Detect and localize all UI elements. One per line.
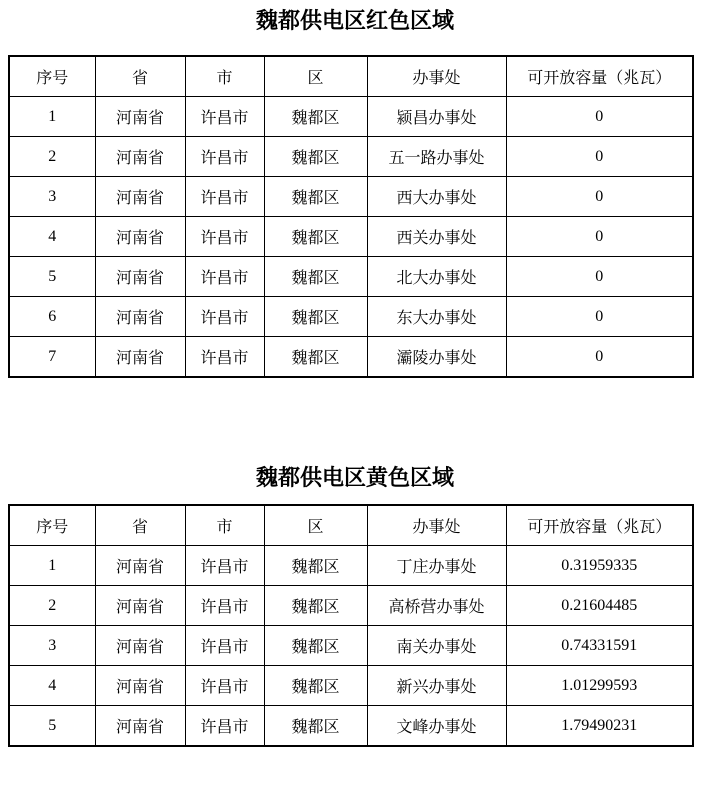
cell-office: 高桥营办事处 [367, 586, 506, 626]
table-row [9, 586, 693, 626]
header-district: 区 [264, 505, 367, 546]
cell-city: 许昌市 [185, 257, 264, 297]
header-office: 办事处 [367, 505, 506, 546]
cell-city: 许昌市 [185, 626, 264, 666]
cell-index: 1 [9, 97, 95, 137]
header-province: 省 [95, 505, 185, 546]
cell-capacity-mw: 0 [506, 337, 693, 378]
cell-index: 5 [9, 706, 95, 747]
cell-city: 许昌市 [185, 337, 264, 378]
red-zone-table [8, 55, 694, 378]
table-row [9, 217, 693, 257]
cell-index: 2 [9, 586, 95, 626]
cell-city: 许昌市 [185, 666, 264, 706]
cell-district: 魏都区 [264, 217, 367, 257]
cell-city: 许昌市 [185, 586, 264, 626]
cell-capacity-mw: 0 [506, 97, 693, 137]
cell-district: 魏都区 [264, 666, 367, 706]
yellow-zone-table [8, 504, 694, 747]
cell-index: 4 [9, 217, 95, 257]
cell-index: 7 [9, 337, 95, 378]
cell-capacity-mw: 0.31959335 [506, 546, 693, 586]
header-district: 区 [264, 56, 367, 97]
header-capacity-mw: 可开放容量（兆瓦） [506, 56, 693, 97]
cell-capacity-mw: 1.79490231 [506, 706, 693, 747]
cell-district: 魏都区 [264, 586, 367, 626]
cell-district: 魏都区 [264, 337, 367, 378]
cell-office: 颍昌办事处 [367, 97, 506, 137]
cell-district: 魏都区 [264, 137, 367, 177]
cell-capacity-mw: 0 [506, 177, 693, 217]
header-row [9, 505, 693, 546]
cell-index: 3 [9, 177, 95, 217]
cell-province: 河南省 [95, 337, 185, 378]
cell-district: 魏都区 [264, 626, 367, 666]
cell-district: 魏都区 [264, 97, 367, 137]
cell-index: 6 [9, 297, 95, 337]
cell-city: 许昌市 [185, 137, 264, 177]
cell-office: 西关办事处 [367, 217, 506, 257]
cell-province: 河南省 [95, 257, 185, 297]
table-row [9, 666, 693, 706]
cell-office: 北大办事处 [367, 257, 506, 297]
header-office: 办事处 [367, 56, 506, 97]
table-row [9, 297, 693, 337]
table-row [9, 97, 693, 137]
cell-city: 许昌市 [185, 546, 264, 586]
cell-index: 4 [9, 666, 95, 706]
cell-district: 魏都区 [264, 706, 367, 747]
cell-province: 河南省 [95, 706, 185, 747]
cell-city: 许昌市 [185, 217, 264, 257]
cell-province: 河南省 [95, 666, 185, 706]
header-index: 序号 [9, 56, 95, 97]
header-row [9, 56, 693, 97]
cell-office: 灞陵办事处 [367, 337, 506, 378]
cell-office: 新兴办事处 [367, 666, 506, 706]
cell-capacity-mw: 0 [506, 297, 693, 337]
cell-office: 丁庄办事处 [367, 546, 506, 586]
table-row [9, 546, 693, 586]
table-row [9, 706, 693, 747]
cell-city: 许昌市 [185, 706, 264, 747]
table-row [9, 257, 693, 297]
table-row [9, 137, 693, 177]
cell-province: 河南省 [95, 97, 185, 137]
header-capacity-mw: 可开放容量（兆瓦） [506, 505, 693, 546]
cell-capacity-mw: 0.21604485 [506, 586, 693, 626]
cell-index: 5 [9, 257, 95, 297]
cell-office: 五一路办事处 [367, 137, 506, 177]
cell-office: 文峰办事处 [367, 706, 506, 747]
cell-province: 河南省 [95, 217, 185, 257]
cell-office: 东大办事处 [367, 297, 506, 337]
yellow-zone-table-body [9, 546, 693, 747]
cell-province: 河南省 [95, 137, 185, 177]
header-city: 市 [185, 505, 264, 546]
yellow-zone-title: 魏都供电区黄色区域 [255, 465, 454, 490]
red-zone-table-body [9, 97, 693, 378]
header-province: 省 [95, 56, 185, 97]
cell-capacity-mw: 0 [506, 257, 693, 297]
red-zone-title: 魏都供电区红色区域 [255, 8, 454, 33]
cell-province: 河南省 [95, 546, 185, 586]
table-row [9, 177, 693, 217]
cell-province: 河南省 [95, 586, 185, 626]
cell-district: 魏都区 [264, 546, 367, 586]
header-city: 市 [185, 56, 264, 97]
table-row [9, 337, 693, 378]
cell-capacity-mw: 0 [506, 217, 693, 257]
cell-index: 1 [9, 546, 95, 586]
cell-district: 魏都区 [264, 257, 367, 297]
cell-office: 南关办事处 [367, 626, 506, 666]
header-index: 序号 [9, 505, 95, 546]
cell-district: 魏都区 [264, 177, 367, 217]
table-row [9, 626, 693, 666]
cell-district: 魏都区 [264, 297, 367, 337]
cell-index: 2 [9, 137, 95, 177]
cell-office: 西大办事处 [367, 177, 506, 217]
cell-city: 许昌市 [185, 97, 264, 137]
cell-index: 3 [9, 626, 95, 666]
cell-province: 河南省 [95, 177, 185, 217]
cell-capacity-mw: 1.01299593 [506, 666, 693, 706]
cell-province: 河南省 [95, 626, 185, 666]
cell-city: 许昌市 [185, 297, 264, 337]
cell-capacity-mw: 0.74331591 [506, 626, 693, 666]
cell-capacity-mw: 0 [506, 137, 693, 177]
cell-city: 许昌市 [185, 177, 264, 217]
cell-province: 河南省 [95, 297, 185, 337]
